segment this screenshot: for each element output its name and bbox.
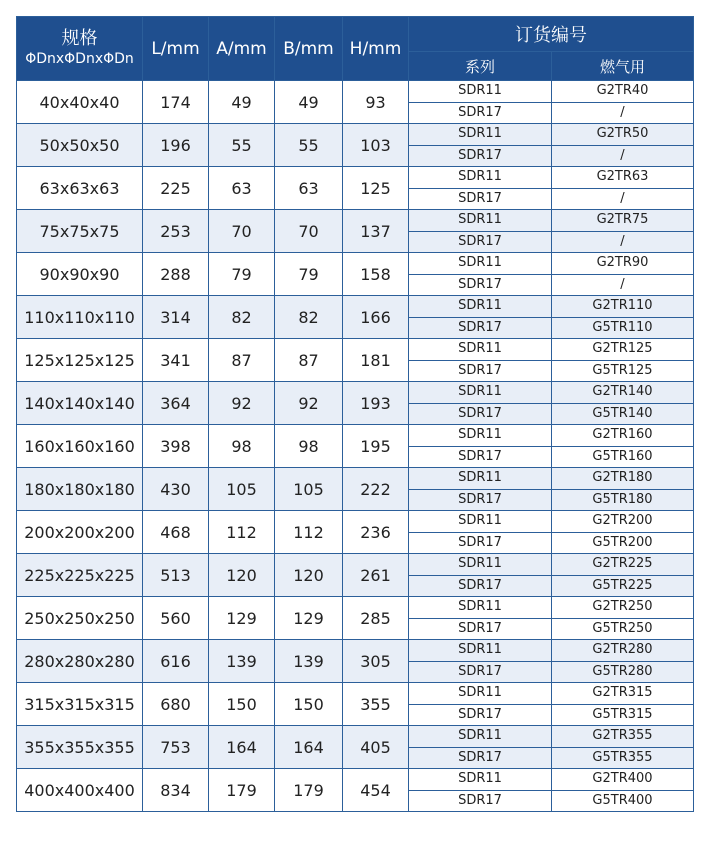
gas-code-cell: G5TR140 [552, 403, 694, 425]
gas-code-cell: G5TR250 [552, 618, 694, 640]
gas-code-cell: G5TR400 [552, 790, 694, 812]
series-cell: SDR17 [409, 790, 552, 812]
table-row [17, 167, 694, 189]
series-cell: SDR17 [409, 102, 552, 124]
gas-code-cell: G2TR400 [552, 769, 694, 791]
table-row [17, 210, 694, 232]
table-row [17, 124, 694, 146]
a-cell: 105 [209, 468, 275, 511]
spec-column-header [17, 17, 143, 81]
h-cell: 305 [343, 640, 409, 683]
table-row [17, 253, 694, 275]
gas-code-cell: / [552, 145, 694, 167]
gas-code-cell: G5TR355 [552, 747, 694, 769]
series-cell: SDR11 [409, 597, 552, 619]
h-cell: 103 [343, 124, 409, 167]
gas-code-cell: G5TR280 [552, 661, 694, 683]
l-cell: 174 [143, 81, 209, 124]
spec-cell: 180x180x180 [17, 468, 143, 511]
gas-code-cell: G2TR110 [552, 296, 694, 318]
l-cell: 288 [143, 253, 209, 296]
a-cell: 139 [209, 640, 275, 683]
series-cell: SDR11 [409, 468, 552, 490]
gas-code-cell: G2TR280 [552, 640, 694, 662]
series-cell: SDR11 [409, 339, 552, 361]
a-cell: 129 [209, 597, 275, 640]
h-cell: 405 [343, 726, 409, 769]
series-cell: SDR11 [409, 382, 552, 404]
l-cell: 196 [143, 124, 209, 167]
table-row [17, 468, 694, 490]
spec-cell: 355x355x355 [17, 726, 143, 769]
a-cell: 164 [209, 726, 275, 769]
table-row [17, 640, 694, 662]
b-column-header: B/mm [275, 17, 343, 81]
series-cell: SDR11 [409, 640, 552, 662]
spec-cell: 225x225x225 [17, 554, 143, 597]
series-cell: SDR17 [409, 661, 552, 683]
gas-code-cell: G5TR200 [552, 532, 694, 554]
gas-code-cell: G5TR125 [552, 360, 694, 382]
gas-code-cell: G2TR125 [552, 339, 694, 361]
a-cell: 55 [209, 124, 275, 167]
h-cell: 93 [343, 81, 409, 124]
series-cell: SDR11 [409, 253, 552, 275]
series-cell: SDR17 [409, 188, 552, 210]
series-cell: SDR17 [409, 532, 552, 554]
spec-cell: 400x400x400 [17, 769, 143, 812]
b-cell: 92 [275, 382, 343, 425]
series-cell: SDR17 [409, 704, 552, 726]
a-cell: 92 [209, 382, 275, 425]
gas-code-cell: / [552, 188, 694, 210]
b-cell: 150 [275, 683, 343, 726]
series-cell: SDR17 [409, 618, 552, 640]
l-cell: 834 [143, 769, 209, 812]
b-cell: 129 [275, 597, 343, 640]
table-row [17, 382, 694, 404]
h-cell: 195 [343, 425, 409, 468]
gas-code-cell: G2TR63 [552, 167, 694, 189]
h-cell: 137 [343, 210, 409, 253]
h-cell: 158 [343, 253, 409, 296]
spec-cell: 280x280x280 [17, 640, 143, 683]
a-cell: 179 [209, 769, 275, 812]
series-cell: SDR17 [409, 360, 552, 382]
series-cell: SDR11 [409, 726, 552, 748]
b-cell: 179 [275, 769, 343, 812]
h-cell: 125 [343, 167, 409, 210]
spec-cell: 125x125x125 [17, 339, 143, 382]
gas-code-cell: G2TR90 [552, 253, 694, 275]
l-cell: 680 [143, 683, 209, 726]
h-cell: 355 [343, 683, 409, 726]
series-cell: SDR11 [409, 425, 552, 447]
a-cell: 112 [209, 511, 275, 554]
spec-cell: 40x40x40 [17, 81, 143, 124]
spec-cell: 315x315x315 [17, 683, 143, 726]
series-cell: SDR11 [409, 769, 552, 791]
b-cell: 98 [275, 425, 343, 468]
l-column-header: L/mm [143, 17, 209, 81]
spec-cell: 63x63x63 [17, 167, 143, 210]
l-cell: 341 [143, 339, 209, 382]
a-cell: 87 [209, 339, 275, 382]
l-cell: 513 [143, 554, 209, 597]
gas-code-cell: G5TR315 [552, 704, 694, 726]
h-cell: 181 [343, 339, 409, 382]
a-cell: 70 [209, 210, 275, 253]
h-cell: 166 [343, 296, 409, 339]
l-cell: 314 [143, 296, 209, 339]
l-cell: 616 [143, 640, 209, 683]
series-cell: SDR17 [409, 403, 552, 425]
b-cell: 49 [275, 81, 343, 124]
spec-cell: 250x250x250 [17, 597, 143, 640]
gas-column-header: 燃气用 [552, 52, 694, 81]
table-row [17, 81, 694, 103]
gas-code-cell: G2TR75 [552, 210, 694, 232]
series-cell: SDR17 [409, 489, 552, 511]
spec-cell: 110x110x110 [17, 296, 143, 339]
gas-code-cell: G5TR110 [552, 317, 694, 339]
b-cell: 82 [275, 296, 343, 339]
gas-code-cell: G2TR355 [552, 726, 694, 748]
series-column-header: 系列 [409, 52, 552, 81]
gas-code-cell: G2TR315 [552, 683, 694, 705]
series-cell: SDR17 [409, 317, 552, 339]
gas-code-cell: G2TR140 [552, 382, 694, 404]
l-cell: 560 [143, 597, 209, 640]
a-cell: 82 [209, 296, 275, 339]
gas-code-cell: / [552, 102, 694, 124]
b-cell: 70 [275, 210, 343, 253]
series-cell: SDR17 [409, 145, 552, 167]
l-cell: 468 [143, 511, 209, 554]
table-header [17, 17, 694, 81]
b-cell: 139 [275, 640, 343, 683]
gas-code-cell: G2TR250 [552, 597, 694, 619]
b-cell: 55 [275, 124, 343, 167]
a-cell: 49 [209, 81, 275, 124]
series-cell: SDR11 [409, 683, 552, 705]
l-cell: 364 [143, 382, 209, 425]
h-column-header: H/mm [343, 17, 409, 81]
table-row [17, 425, 694, 447]
gas-code-cell: / [552, 274, 694, 296]
h-cell: 236 [343, 511, 409, 554]
gas-code-cell: G5TR180 [552, 489, 694, 511]
b-cell: 120 [275, 554, 343, 597]
series-cell: SDR11 [409, 81, 552, 103]
table-body [17, 81, 694, 812]
table-row [17, 511, 694, 533]
spec-header-line2: ΦDnxΦDnxΦDn [25, 50, 134, 67]
h-cell: 454 [343, 769, 409, 812]
series-cell: SDR11 [409, 210, 552, 232]
h-cell: 261 [343, 554, 409, 597]
series-cell: SDR11 [409, 296, 552, 318]
spec-cell: 200x200x200 [17, 511, 143, 554]
series-cell: SDR11 [409, 554, 552, 576]
a-cell: 79 [209, 253, 275, 296]
l-cell: 430 [143, 468, 209, 511]
b-cell: 63 [275, 167, 343, 210]
gas-code-cell: / [552, 231, 694, 253]
gas-code-cell: G2TR50 [552, 124, 694, 146]
spec-cell: 90x90x90 [17, 253, 143, 296]
h-cell: 285 [343, 597, 409, 640]
h-cell: 193 [343, 382, 409, 425]
a-cell: 63 [209, 167, 275, 210]
b-cell: 105 [275, 468, 343, 511]
series-cell: SDR17 [409, 747, 552, 769]
l-cell: 753 [143, 726, 209, 769]
series-cell: SDR17 [409, 274, 552, 296]
series-cell: SDR17 [409, 446, 552, 468]
series-cell: SDR17 [409, 231, 552, 253]
gas-code-cell: G5TR225 [552, 575, 694, 597]
h-cell: 222 [343, 468, 409, 511]
spec-cell: 140x140x140 [17, 382, 143, 425]
table-row [17, 726, 694, 748]
l-cell: 398 [143, 425, 209, 468]
spec-table [16, 16, 694, 812]
table-row [17, 296, 694, 318]
table-row [17, 597, 694, 619]
table-row [17, 339, 694, 361]
table-row [17, 769, 694, 791]
a-column-header: A/mm [209, 17, 275, 81]
a-cell: 150 [209, 683, 275, 726]
series-cell: SDR11 [409, 167, 552, 189]
spec-cell: 75x75x75 [17, 210, 143, 253]
table-row [17, 554, 694, 576]
series-cell: SDR11 [409, 511, 552, 533]
a-cell: 98 [209, 425, 275, 468]
gas-code-cell: G2TR225 [552, 554, 694, 576]
b-cell: 87 [275, 339, 343, 382]
b-cell: 164 [275, 726, 343, 769]
b-cell: 79 [275, 253, 343, 296]
l-cell: 253 [143, 210, 209, 253]
a-cell: 120 [209, 554, 275, 597]
gas-code-cell: G5TR160 [552, 446, 694, 468]
spec-cell: 160x160x160 [17, 425, 143, 468]
gas-code-cell: G2TR40 [552, 81, 694, 103]
spec-header-line1: 规格 [61, 27, 98, 49]
gas-code-cell: G2TR180 [552, 468, 694, 490]
gas-code-cell: G2TR200 [552, 511, 694, 533]
series-cell: SDR17 [409, 575, 552, 597]
table-row [17, 683, 694, 705]
series-cell: SDR11 [409, 124, 552, 146]
b-cell: 112 [275, 511, 343, 554]
spec-cell: 50x50x50 [17, 124, 143, 167]
order-number-header: 订货编号 [409, 17, 694, 52]
gas-code-cell: G2TR160 [552, 425, 694, 447]
l-cell: 225 [143, 167, 209, 210]
